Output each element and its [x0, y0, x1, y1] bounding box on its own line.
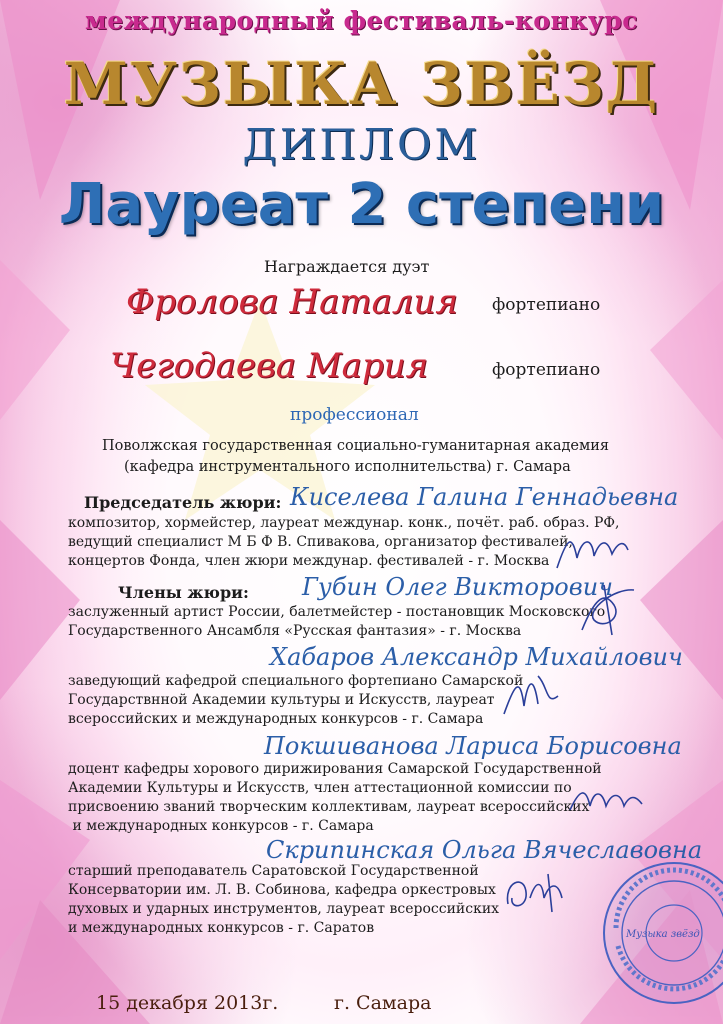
jury-chair-desc-line: ведущий специалист М Б Ф В. Спивакова, организатор фестивалей,	[68, 534, 573, 550]
signature-member-1	[574, 580, 644, 640]
festival-label: международный фестиваль-конкурс	[85, 6, 638, 35]
document-type: ДИПЛОМ	[242, 120, 481, 169]
stamp-center-text: Музыка звёзд	[626, 929, 700, 940]
award-intro: Награждается дуэт	[264, 257, 430, 276]
participant-name: Фролова Наталия	[126, 282, 458, 322]
institution-line: Поволжская государственная социально-гуманитарная академия	[102, 438, 610, 454]
jury-member-desc-line: духовых и ударных инструментов, лауреат всероссийских	[68, 901, 500, 917]
jury-chair-label-text: Председатель жюри	[84, 493, 276, 512]
jury-members-colon: :	[243, 583, 249, 602]
jury-member-desc-line: Государствнной Академии культуры и Искусств, лауреат	[68, 692, 495, 708]
jury-chair-colon: :	[275, 493, 282, 512]
jury-member-name: Губин Олег Викторович	[302, 573, 614, 601]
jury-member-desc-line: доцент кафедры хорового дирижирования Самарской Государственной	[68, 761, 602, 777]
institution-line: (кафедра инструментального исполнительства) г. Самара	[124, 459, 571, 475]
jury-members-label	[118, 583, 249, 602]
category: профессионал	[290, 405, 419, 425]
award-city: г. Самара	[334, 992, 432, 1014]
jury-member-name: Покшиванова Лариса Борисовна	[264, 732, 682, 760]
jury-member-desc-line: Академии Культуры и Искусств, член аттестационной комиссии по	[68, 780, 572, 796]
signature-chair	[552, 528, 632, 578]
jury-member-desc-line: и международных конкурсов - г. Саратов	[68, 920, 375, 936]
jury-member-desc-line: заслуженный артист России, балетмейстер - постановщик Московского	[68, 604, 606, 620]
jury-member-desc-line: присвоению званий творческим коллективам, лауреат всероссийских	[68, 799, 590, 815]
jury-member-name: Скрипинская Ольга Вячеславовна	[266, 836, 703, 864]
jury-chair-name: Киселева Галина Геннадьевна	[290, 483, 679, 511]
jury-chair-label	[84, 493, 281, 512]
participant-name: Чегодаева Мария	[110, 346, 429, 386]
jury-chair-desc-line: композитор, хормейстер, лауреат междунар. конк., почёт. раб. образ. РФ,	[68, 515, 620, 531]
participant-instrument: фортепиано	[492, 295, 601, 315]
award-date: 15 декабря 2013г.	[96, 992, 279, 1014]
jury-member-desc-line: старший преподаватель Саратовской Государственной	[68, 863, 479, 879]
signature-member-3	[566, 780, 646, 820]
signature-member-2	[498, 666, 568, 724]
jury-member-desc-line: заведующий кафедрой специального фортепиано Самарской	[68, 673, 524, 689]
jury-member-desc-line: всероссийских и международных конкурсов - г. Самара	[68, 711, 484, 727]
jury-members-label-text: Члены жюри	[118, 583, 244, 602]
jury-member-desc-line: и международных конкурсов - г. Самара	[68, 818, 374, 834]
jury-member-name: Хабаров Александр Михайлович	[270, 643, 683, 671]
participant-instrument: фортепиано	[492, 360, 601, 380]
signature-member-4	[500, 868, 580, 916]
award-title: Лауреат 2 степени	[58, 172, 665, 237]
jury-member-desc-line: Государственного Ансамбля «Русская фантазия» - г. Москва	[68, 623, 522, 639]
jury-member-desc-line: Консерватории им. Л. В. Собинова, кафедра оркестровых	[68, 882, 496, 898]
jury-chair-desc-line: концертов Фонда, член жюри междунар. фестивалей - г. Москва	[68, 553, 550, 569]
official-stamp	[596, 858, 723, 1008]
brand-title: МУЗЫКА ЗВЁЗД	[63, 50, 660, 118]
